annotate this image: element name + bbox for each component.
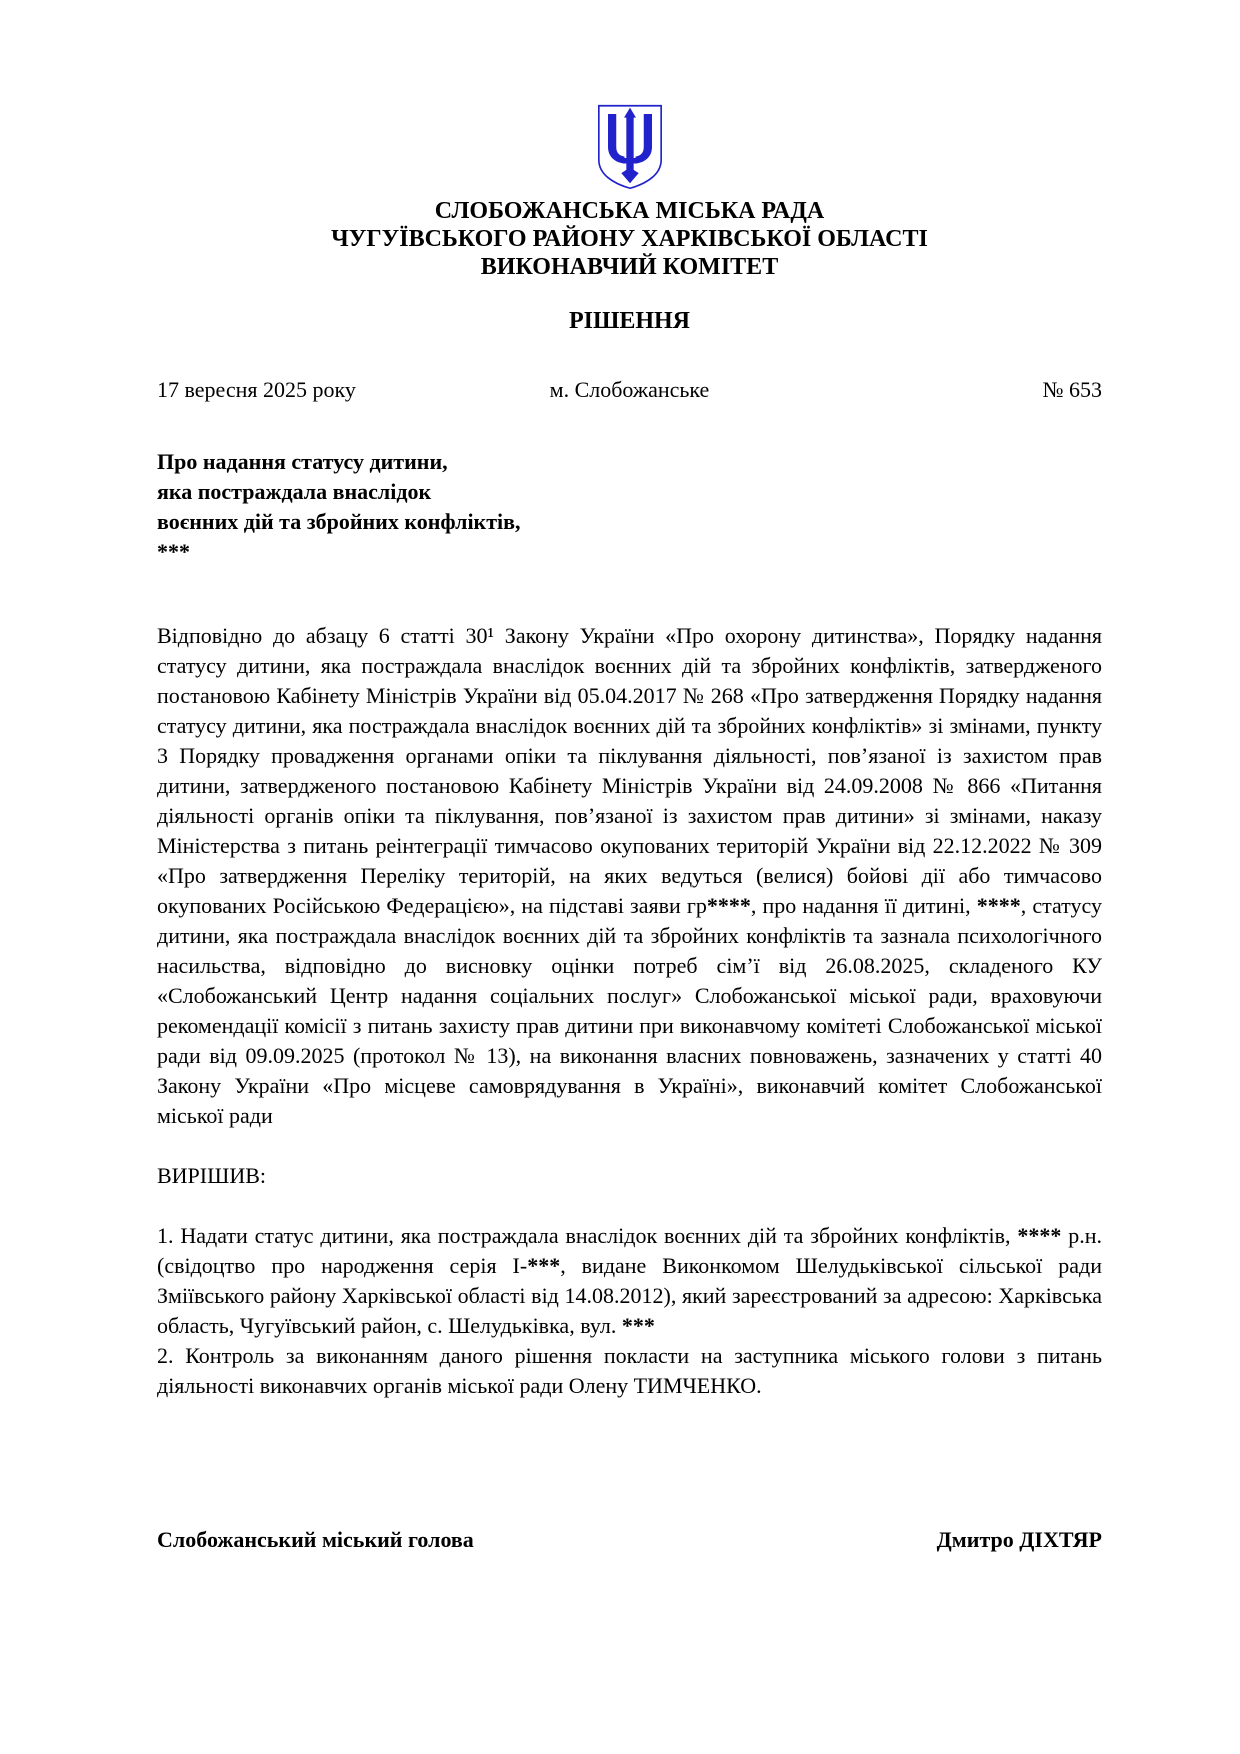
- subject-line: ***: [157, 539, 190, 564]
- subject-line: яка постраждала внаслідок: [157, 479, 432, 504]
- document-number: № 653: [1042, 377, 1102, 402]
- signature-row: [157, 1525, 1102, 1555]
- document-meta-row: [157, 375, 1102, 405]
- resolved-label: ВИРІШИВ:: [157, 1163, 266, 1188]
- subject-line: воєнних дій та збройних конфліктів,: [157, 509, 521, 534]
- signature-position: Слобожанський міський голова: [157, 1527, 474, 1552]
- ukraine-trident-icon: [592, 103, 668, 191]
- document-place: м. Слобожанське: [549, 377, 710, 402]
- org-name-line-2: ЧУГУЇВСЬКОГО РАЙОНУ ХАРКІВСЬКОЇ ОБЛАСТІ: [331, 226, 928, 252]
- document-date: 17 вересня 2025 року: [157, 377, 356, 402]
- emblem-container: [157, 103, 1102, 191]
- decision-item-1: 1. Надати статус дитини, яка постраждала внаслідок воєнних дій та збройних конфліктів, **** р.н. (свідоцтво про народження серія І-***, видане Виконкомом Шелудьківської сільської ради Зміївського району Харківської області від 14.08.2012), який зареєстрований за адресою: Харківська область, Чугуївський район, с. Шелудьківка, вул. ***: [157, 1223, 1103, 1338]
- document-type-title: РІШЕННЯ: [568, 308, 691, 334]
- organization-header: [157, 197, 1102, 281]
- subject-block: [157, 447, 1102, 567]
- org-name-line-3: ВИКОНАВЧИЙ КОМІТЕТ: [480, 254, 779, 280]
- preamble-paragraph: Відповідно до абзацу 6 статті 30¹ Закону України «Про охорону дитинства», Порядку надання статусу дитини, яка постраждала внаслідок воєнних дій та збройних конфліктів, затвердженого постановою Кабінету Міністрів України від 05.04.2017 № 268 «Про затвердження Порядку надання статусу дитини, яка постраждала внаслідок воєнних дій та збройних конфліктів» зі змінами, пункту 3 Порядку провадження органами опіки та піклування діяльності, пов’язаної із захистом прав дитини, затвердженого постановою Кабінету Міністрів України від 24.09.2008 № 866 «Питання діяльності органів опіки та піклування, пов’язаної із захистом прав дитини» зі змінами, наказу Міністерства з питань реінтеграції тимчасово окупованих територій України від 22.12.2022 № 309 «Про затвердження Переліку територій, на яких ведуться (велися) бойові дії або тимчасово окупованих Російською Федерацією», на підставі заяви гр****, про надання її дитині, ****, статусу дитини, яка постраждала внаслідок воєнних дій та збройних конфліктів та зазнала психологічного насильства, відповідно до висновку оцінки потреб сім’ї від 26.08.2025, складеного КУ «Слобожанський Центр надання соціальних послуг» Слобожанської міської ради, враховуючи рекомендації комісії з питань захисту прав дитини при виконавчому комітеті Слобожанської міської ради від 09.09.2025 (протокол № 13), на виконання власних повноважень, зазначених у статті 40 Закону України «Про місцеве самоврядування в Україні», виконавчий комітет Слобожанської міської ради: [157, 623, 1102, 1128]
- subject-line: Про надання статусу дитини,: [157, 449, 448, 474]
- decision-item-2: 2. Контроль за виконанням даного рішення покласти на заступника міського голови з питань діяльності виконавчих органів міської ради Олену ТИМЧЕНКО.: [157, 1343, 1102, 1398]
- org-name-line-1: СЛОБОЖАНСЬКА МІСЬКА РАДА: [434, 198, 825, 224]
- signature-name: Дмитро ДІХТЯР: [936, 1527, 1102, 1552]
- decision-items: [157, 1221, 1102, 1401]
